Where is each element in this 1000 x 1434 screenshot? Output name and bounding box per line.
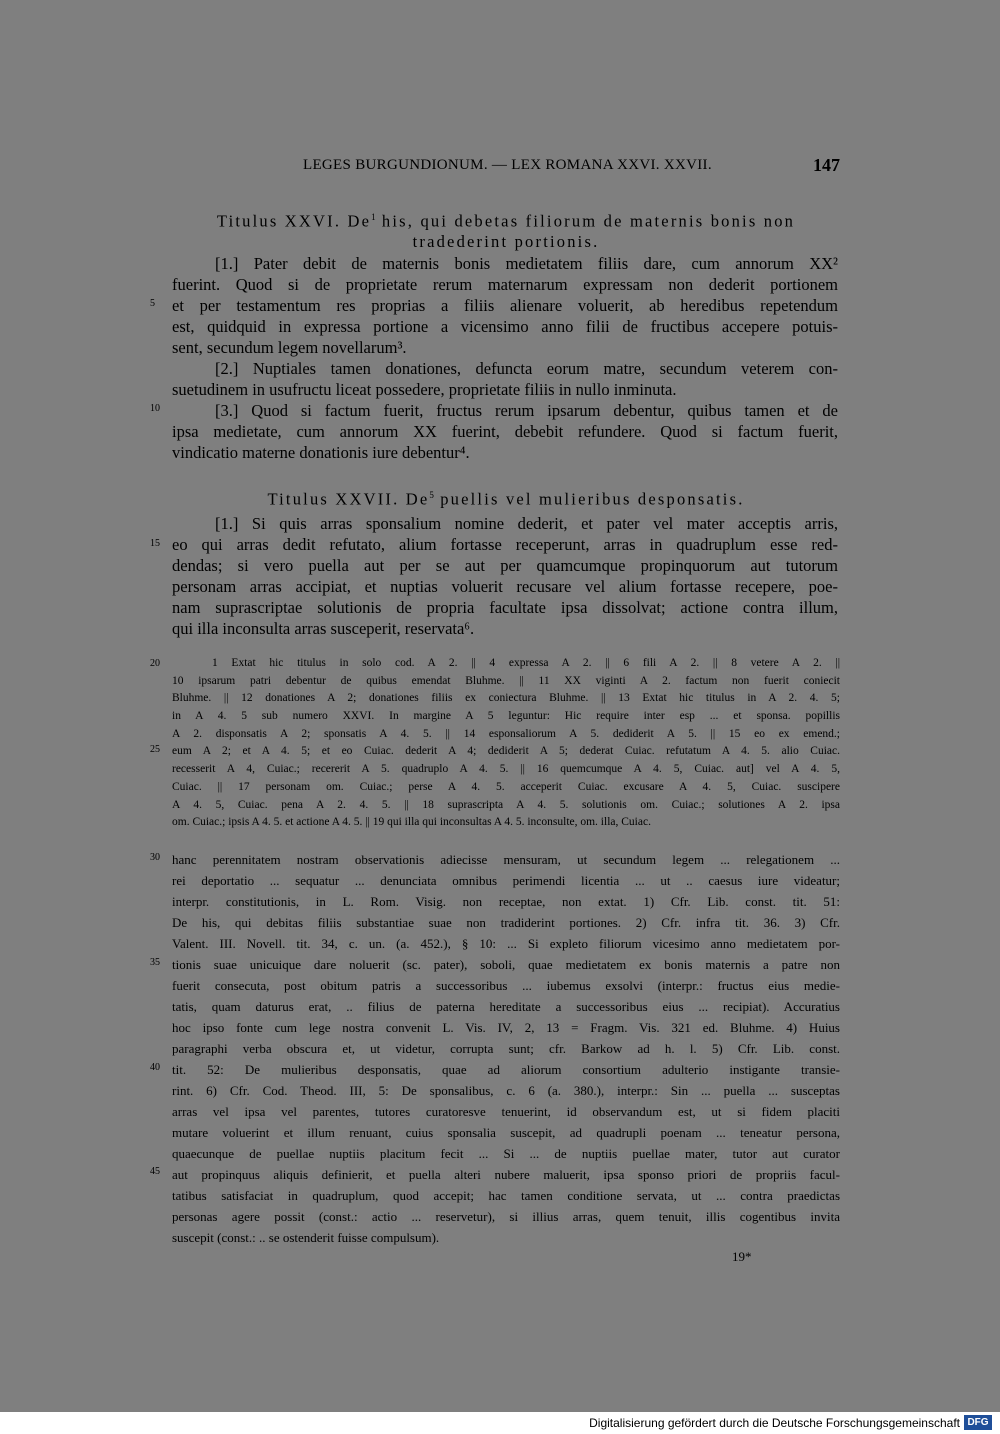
footnote-line: suscepit (const.: .. se ostenderit fuisse compulsum). (172, 1230, 440, 1245)
apparatus-line: Bluhme. || 12 donationes A 2; donationes filiis ex coniectura Bluhme. || 13 Extat hic titulus in A 2. 4. 5; (172, 692, 840, 705)
title-xxvi-line1b: his, qui debetas filiorum de maternis bonis non (375, 211, 796, 231)
apparatus-line: A 4. 5, Cuiac. pena A 2. 4. 5. || 18 suprascripta A 4. 5. solutionis om. Cuiac.; solutiones A 2. ipsa (172, 798, 840, 811)
text-line: fuerint. Quod si de proprietate rerum maternarum expressam non dederit portionem (172, 275, 838, 294)
text-line: ipsa medietate, cum annorum XX fuerint, debebit refundere. Quod si factum fuerit, (172, 422, 838, 441)
apparatus-line: 1 Extat hic titulus in solo cod. A 2. || 4 expressa A 2. || 6 fili A 2. || 8 vetere A 2. || (212, 657, 840, 669)
dfg-logo[interactable]: DFG (964, 1415, 992, 1430)
line-number: 35 (150, 957, 160, 968)
line-number: 15 (150, 538, 160, 549)
apparatus-line: 10 ipsarum patri debentur de quibus emendat Bluhme. || 11 XX viginti A 2. factum non fuerit coniecit (172, 674, 840, 687)
footnotes (172, 849, 840, 1248)
text-line: qui illa inconsulta arras susceperit, reservata⁶. (172, 619, 475, 638)
funding-banner (0, 1412, 1000, 1434)
text-line: personam arras accipiat, et nuptias voluerit recusare vel alium fortasse recepere, poe- (172, 577, 838, 596)
running-title: LEGES BURGUNDIONUM. — LEX ROMANA XXVI. XXVII. (303, 157, 712, 173)
signature-mark: 19* (732, 1249, 752, 1264)
title-xxvi-sup: 1 (371, 212, 376, 222)
text-line: sent, secundum legem novellarum³. (172, 338, 407, 357)
footnote-line: fuerit consecuta, post obitum patris a successoribus ... iubemus exsolvi (interpr.: fructus eius medie- (172, 978, 840, 993)
title-xxvi-line2: tradederint portionis. (412, 231, 600, 251)
footnote-line: hanc perennitatem nostram observationis adiecisse mensuram, ut secundum legem ... relegationem ... (172, 852, 840, 867)
footnote-line: hoc ipso fonte cum lege nostra convenit L. Vis. IV, 2, 13 = Fragm. Vis. 321 ed. Bluhme. 4) Huius (172, 1020, 840, 1035)
line-number: 20 (150, 658, 160, 669)
footnote-line: quaecunque de puellae nuptiis placitum fecit ... Si ... de nuptiis puellae mater, tutor aut curator (172, 1146, 840, 1161)
footnote-line: rint. 6) Cfr. Cod. Theod. III, 5: De sponsalibus, c. 6 (a. 380.), interpr.: Sin ... puella ... susceptas (172, 1083, 840, 1098)
text-line: vindicatio materne donationis iure debentur⁴. (172, 443, 470, 462)
footnote-line: tionis suae unicuique dare noluerit (sc. pater), soboli, quae medietatem ex bonis maternis a patre non (172, 957, 840, 972)
apparatus-line: Cuiac. || 17 personam om. Cuiac.; perse A 4. 5. acceperit Cuiac. excusare A 4. 5, Cuiac. suscipere (172, 780, 840, 793)
apparatus-line: in A 4. 5 sub numero XXVI. In margine A 5 leguntur: Hic require inter esp ... et sponsa. popillis (172, 710, 840, 723)
footnote-line: tit. 52: De mulieribus desponsatis, quae ad aliorum consortium adulterio instigante transie- (172, 1062, 840, 1077)
line-number: 30 (150, 852, 160, 863)
text-line: nam suprascriptae solutionis de propria facultate ipsa dissolvat; actione contra illum, (172, 598, 838, 617)
apparatus-line: A 2. disponsatis A 2; sponsatis A 4. 5. || 14 esponsaliorum A 5. dediderit A 5. || 15 eo ex emend.; (172, 727, 840, 740)
footnote-line: mutare voluerint et illum renuant, cuius sponsalia suscepit, ad quadrupli poenam ... teneatur persona, (172, 1125, 840, 1140)
text-xxvii (172, 513, 838, 639)
title-xxvi (172, 207, 840, 252)
title-xxvii-text: Titulus XXVII. De (267, 489, 430, 509)
text-line: eo qui arras dedit refutato, alium fortasse receperunt, arras in quadruplum esse red- (172, 535, 838, 554)
line-number: 40 (150, 1062, 160, 1073)
text-line: [1.] Pater debit de maternis bonis medietatem filiis dare, cum annorum XX² (215, 254, 838, 273)
footnote-line: aut propinquus aliquis definierit, et puella alteri nubere maluerit, ipsa sponso priori de propriis facul- (172, 1167, 840, 1182)
text-line: [2.] Nuptiales tamen donationes, defuncta eorum matre, secundum veterem con- (215, 359, 838, 378)
line-number: 25 (150, 744, 160, 755)
footnote-line: tatibus satisfaciat in quadruplum, quod accepit; hac tamen conditione servata, ut ... contra praedictas (172, 1188, 840, 1203)
footnote-line: Valent. III. Novell. tit. 34, c. un. (a. 452.), § 10: ... Si expleto filiorum vicesimo anno medietatem por- (172, 936, 840, 951)
line-number: 5 (150, 298, 155, 309)
text-line: suetudinem in usufructu liceat possedere, proprietate filiis in nullo inminuta. (172, 380, 677, 399)
apparatus-line: om. Cuiac.; ipsis A 4. 5. et actione A 4. 5. || 19 qui illa qui inconsultas A 4. 5. inconsulte, om. illa, Cuiac. (172, 816, 651, 829)
title-xxvii-textb: puellis vel mulieribus desponsatis. (433, 489, 745, 509)
footnote-line: tatis, quam daturus erat, .. filius de paterna hereditate a successoribus eius ... recipiat). Accuratius (172, 999, 840, 1014)
footnote-line: De his, qui debitas filiis substantiae suae non tradiderint portiones. 2) Cfr. infra tit. 36. 3) Cfr. (172, 915, 840, 930)
text-line: et per testamentum res proprias a filiis alienare voluerit, ab heredibus repetendum (172, 296, 838, 315)
text-line: [1.] Si quis arras sponsalium nomine dederit, et pater vel mater acceptis arris, (215, 514, 838, 533)
title-xxvi-line1: Titulus XXVI. De (216, 211, 372, 231)
footnote-line: interpr. constitutionis, in L. Rom. Visig. non receptae, non extat. 1) Cfr. Lib. const. tit. 51: (172, 894, 840, 909)
title-xxvii-sup: 5 (429, 490, 434, 500)
text-line: dendas; si vero puella aut per se aut per quamcumque propinquorum aut tutorum (172, 556, 838, 575)
footnote-line: paragraphi verba obscura et, ut videtur, corrupta sunt; cfr. Barkow ad h. l. 5) Cfr. Lib. const. (172, 1041, 840, 1056)
footnote-line: personas agere possit (const.: actio ... reservetur), si illius arras, quem tenuit, illis cogentibus invita (172, 1209, 840, 1224)
critical-apparatus (172, 655, 840, 832)
title-xxvii (172, 485, 840, 510)
apparatus-line: recesserit A 4, Cuiac.; recererit A 5. quadruplo A 4. 5. || 16 quemcumque A 4. 5, Cuiac. aut] vel A 4. 5, (172, 763, 840, 776)
text-line: [3.] Quod si factum fuerit, fructus rerum ipsarum debentur, quibus tamen et de (215, 401, 838, 420)
line-number: 10 (150, 403, 160, 414)
page-number: 147 (813, 155, 840, 175)
text-xxvi (172, 253, 838, 463)
footnote-line: arras vel ipsa vel parentes, tutores curatoresve tenuerint, id observandum est, ut si fidem placiti (172, 1104, 840, 1119)
apparatus-line: eum A 2; et A 4. 5; et eo Cuiac. dederit A 4; dediderit A 5; dederat Cuiac. refutatum A 4. 5. alio Cuiac. (172, 745, 840, 758)
footnote-line: rei deportatio ... sequatur ... denunciata omnibus perimendi licentia ... ut .. caesus iure videatur; (172, 873, 840, 888)
page-header (0, 157, 1000, 179)
line-number: 45 (150, 1166, 160, 1177)
funding-text: Digitalisierung gefördert durch die Deutsche Forschungsgemeinschaft (589, 1416, 960, 1430)
text-line: est, quidquid in expressa portione a vicensimo anno filii de fructibus accepere potuis- (172, 317, 838, 336)
